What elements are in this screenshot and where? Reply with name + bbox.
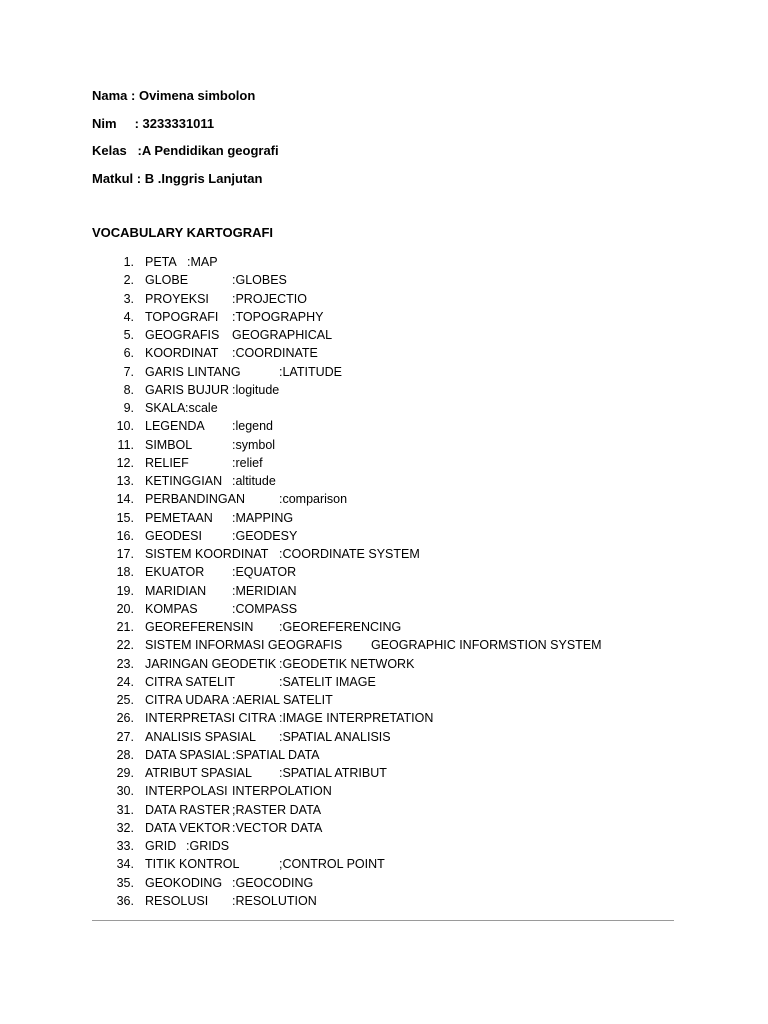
vocab-translation: :GEOCODING <box>232 875 314 890</box>
vocab-term: KETINGGIAN <box>145 474 223 488</box>
vocab-term: SIMBOL <box>145 437 193 452</box>
vocab-translation: :symbol <box>232 437 276 452</box>
vocab-translation: :logitude <box>232 382 280 397</box>
vocab-translation: :COMPASS <box>232 601 298 616</box>
vocab-term: TITIK KONTROL <box>145 857 240 872</box>
vocab-number: 12. <box>116 455 134 470</box>
vocab-number: 10. <box>116 419 134 434</box>
vocab-number: 20. <box>116 601 134 616</box>
vocab-translation: ;CONTROL POINT <box>279 857 385 872</box>
vocab-translation: :LATITUDE <box>279 364 342 379</box>
vocab-number: 19. <box>116 583 134 598</box>
vocab-number: 11. <box>117 437 134 452</box>
vocab-translation: GEOGRAPHIC INFORMSTION SYSTEM <box>371 638 602 653</box>
student-info <box>92 86 279 196</box>
vocab-number: 35. <box>116 875 134 890</box>
vocab-number: 27. <box>116 729 134 744</box>
vocab-translation: :MAPPING <box>232 510 294 525</box>
vocab-translation: :SATELIT IMAGE <box>279 674 376 689</box>
vocab-translation: :altitude <box>232 474 276 488</box>
vocab-number: 9. <box>123 401 134 415</box>
vocab-translation: :SPATIAL ATRIBUT <box>279 766 387 780</box>
vocab-number: 13. <box>116 474 134 488</box>
vocab-number: 22. <box>116 638 134 653</box>
vocab-term: RELIEF <box>145 455 189 470</box>
vocab-translation: :GEODETIK NETWORK <box>279 656 415 671</box>
vocab-number: 14. <box>116 492 134 507</box>
vocab-term: DATA VEKTOR <box>145 820 231 835</box>
vocab-number: 1. <box>123 255 134 269</box>
course-name: Matkul : B .Inggris Lanjutan <box>92 170 263 186</box>
student-id: Nim : 3233331011 <box>92 115 215 131</box>
vocab-number: 8. <box>123 382 134 397</box>
vocab-term: GLOBE <box>145 273 189 288</box>
vocab-term: RESOLUSI <box>145 893 209 908</box>
vocab-translation: :IMAGE INTERPRETATION <box>279 711 434 726</box>
vocab-translation: :EQUATOR <box>232 565 297 580</box>
vocab-term: PETA <box>145 255 190 269</box>
vocab-translation: :TOPOGRAPHY <box>232 309 324 324</box>
vocab-number: 23. <box>116 656 134 671</box>
vocab-translation: :SPATIAL ANALISIS <box>279 729 391 744</box>
vocab-translation: :MERIDIAN <box>232 583 297 598</box>
vocab-translation: :GRIDS <box>186 839 230 853</box>
vocab-translation: :relief <box>232 455 263 470</box>
vocab-number: 34. <box>116 857 134 872</box>
vocab-term: GEODESI <box>145 528 202 543</box>
vocab-term: GEOKODING <box>145 875 223 890</box>
vocab-term: GARIS LINTANG <box>145 364 241 379</box>
vocab-term: DATA RASTER <box>145 802 230 817</box>
vocab-number: 21. <box>116 620 134 634</box>
section-title: VOCABULARY KARTOGRAFI <box>92 225 274 240</box>
vocab-number: 16. <box>116 528 134 543</box>
vocab-number: 30. <box>116 784 134 799</box>
vocab-translation: :MAP <box>187 255 218 269</box>
vocab-translation: :GLOBES <box>232 273 287 288</box>
vocab-number: 7. <box>123 364 134 379</box>
student-class: Kelas :A Pendidikan geografi <box>92 143 279 158</box>
vocab-number: 29. <box>116 766 134 780</box>
vocab-number: 24. <box>116 674 134 689</box>
vocab-number: 33. <box>116 839 134 853</box>
vocab-number: 4. <box>123 309 134 324</box>
vocab-term: PERBANDINGAN <box>145 492 246 507</box>
vocab-term: SISTEM INFORMASI GEOGRAFIS <box>145 638 343 653</box>
vocab-term: ATRIBUT SPASIAL <box>145 766 252 780</box>
vocab-translation: :RESOLUTION <box>232 893 317 908</box>
vocab-translation: ;RASTER DATA <box>232 802 322 817</box>
vocab-term: CITRA UDARA <box>145 693 230 707</box>
vocab-term: GRID <box>145 839 191 853</box>
vocab-translation: :COORDINATE SYSTEM <box>279 547 420 561</box>
vocab-number: 32. <box>116 820 134 835</box>
vocab-term: KOORDINAT <box>145 346 219 361</box>
vocab-translation: :legend <box>232 419 274 434</box>
vocab-term: SISTEM KOORDINAT <box>145 547 269 561</box>
vocab-number: 3. <box>123 291 134 306</box>
vocab-term: LEGENDA <box>145 419 205 434</box>
vocab-term: EKUATOR <box>145 565 205 580</box>
vocab-number: 6. <box>123 346 134 361</box>
vocab-term: INTERPRETASI CITRA <box>145 711 277 726</box>
vocab-translation: :SPATIAL DATA <box>232 747 320 762</box>
vocab-term: TOPOGRAFI <box>145 309 219 324</box>
vocab-translation: :PROJECTIO <box>232 291 308 306</box>
footer-divider <box>92 920 674 921</box>
vocab-term: GEOREFERENSIN <box>145 620 254 634</box>
vocab-number: 36. <box>116 893 134 908</box>
vocab-translation: :GEODESY <box>232 528 298 543</box>
vocab-translation: :comparison <box>279 492 348 507</box>
vocab-translation: :COORDINATE <box>232 346 318 361</box>
vocab-translation: GEOGRAPHICAL <box>232 328 333 342</box>
vocab-term: SKALA <box>145 401 186 415</box>
vocab-translation: :GEOREFERENCING <box>279 620 402 634</box>
vocab-term: GARIS BUJUR <box>145 382 230 397</box>
student-name: Nama : Ovimena simbolon <box>92 88 256 103</box>
vocab-number: 17. <box>116 547 134 561</box>
vocab-term: DATA SPASIAL <box>145 747 231 762</box>
vocab-number: 2. <box>123 273 134 288</box>
vocab-term: PEMETAAN <box>145 510 213 525</box>
vocab-term: INTERPOLASI <box>145 784 228 799</box>
vocab-number: 5. <box>123 328 134 342</box>
vocab-number: 15. <box>116 510 134 525</box>
vocab-term: ANALISIS SPASIAL <box>145 729 256 744</box>
vocab-translation: :VECTOR DATA <box>232 820 323 835</box>
vocab-term: MARIDIAN <box>145 583 207 598</box>
vocab-number: 31. <box>116 802 134 817</box>
vocab-term: JARINGAN GEODETIK <box>145 656 277 671</box>
vocab-number: 18. <box>116 565 134 580</box>
vocab-number: 26. <box>116 711 134 726</box>
vocab-term: CITRA SATELIT <box>145 674 236 689</box>
vocab-term: PROYEKSI <box>145 291 209 306</box>
vocab-term: GEOGRAFIS <box>145 328 220 342</box>
vocab-translation: :AERIAL SATELIT <box>232 693 333 707</box>
vocab-number: 25. <box>116 693 134 707</box>
vocab-number: 28. <box>116 747 134 762</box>
vocab-term: KOMPAS <box>145 601 198 616</box>
vocab-translation: INTERPOLATION <box>232 784 332 799</box>
vocab-translation: :scale <box>185 401 218 415</box>
